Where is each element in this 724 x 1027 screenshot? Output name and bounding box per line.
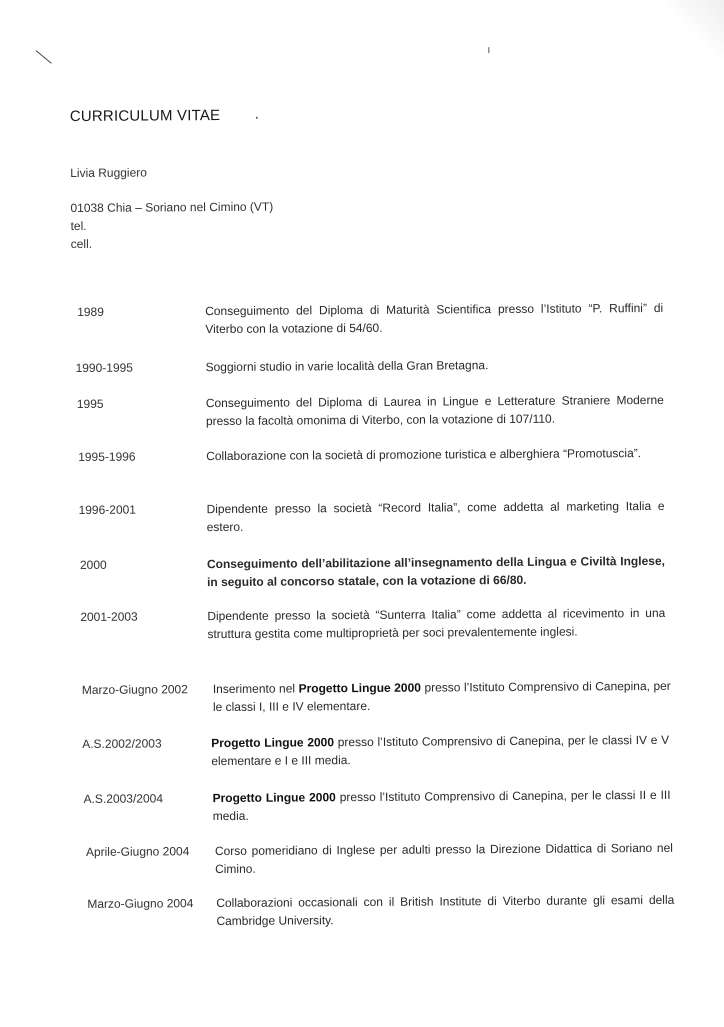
desc-bold-text: Progetto Lingue 2000 <box>298 680 421 696</box>
cv-entry <box>6 838 724 877</box>
cell-label: cell. <box>70 236 93 252</box>
desc-bold-text: Progetto Lingue 2000 <box>211 735 335 751</box>
entry-description: Conseguimento dell’abilitazione all’insegnamento della Lingua e Civiltà Inglese, in seguito al concorso statale, con la votazione di 66/80. <box>206 553 665 590</box>
entry-description: Soggiorni studio in varie località della Gran Bretagna. <box>205 358 489 375</box>
entry-description <box>213 677 671 716</box>
entry-description: Collaborazioni occasionali con il British Institute di Viterbo durante gli esami della Cambridge University. <box>216 892 675 929</box>
entry-date: Aprile-Giugno 2004 <box>85 844 190 859</box>
entry-date: Marzo-Giugno 2004 <box>87 896 194 911</box>
cv-entry <box>2 298 724 337</box>
entry-date: 2001-2003 <box>80 609 138 624</box>
person-name: Livia Ruggiero <box>70 165 147 181</box>
address: 01038 Chia – Soriano nel Cimino (VT) <box>70 199 274 216</box>
cv-entry <box>3 390 724 429</box>
entry-date: 1995-1996 <box>78 449 136 464</box>
pen-mark <box>36 50 52 64</box>
document-title: CURRICULUM VITAE <box>69 106 221 126</box>
entry-date: A.S.2002/2003 <box>82 736 162 751</box>
entry-description: Corso pomeridiano di Inglese per adulti presso la Direzione Didattica di Soriano nel Cimino. <box>214 840 673 877</box>
entry-date: Marzo-Giugno 2002 <box>81 682 188 697</box>
entry-description <box>213 786 671 825</box>
cv-entry <box>5 730 724 769</box>
entry-description: Dipendente presso la società “Sunterra Italia” come addetta al ricevimento in una struttura gestita come multiproprietà per soci prevalentemente inglesi. <box>207 605 666 642</box>
pen-mark <box>256 117 258 119</box>
entry-date: 2000 <box>79 557 107 572</box>
desc-text: presso l’Istituto Comprensivo di Canepina, per le classi IV e V elementare e I e III media. <box>211 732 670 769</box>
cv-entry <box>6 785 724 824</box>
desc-bold-text: Progetto Lingue 2000 <box>212 790 336 806</box>
entry-date: 1989 <box>77 304 104 319</box>
tel-label: tel. <box>70 218 87 234</box>
cv-entry <box>3 496 724 535</box>
entry-description: Conseguimento del Diploma di Laurea in Lingue e Letterature Straniere Moderne presso la facoltà omonima di Viterbo, con la votazione di 107/110. <box>205 392 664 429</box>
desc-text: presso l’Istituto Comprensivo di Canepina, per le classi II e III media. <box>212 787 671 824</box>
cv-entry <box>4 551 724 590</box>
cv-entry <box>3 354 724 376</box>
cv-entry <box>5 676 724 715</box>
desc-text: presso l’Istituto Comprensivo di Canepina, per le classi I, III e IV elementare. <box>212 678 671 715</box>
entry-description: Conseguimento del Diploma di Maturità Scientifica presso l’Istituto “P. Ruffini” di Viterbo con la votazione di 54/60. <box>205 300 664 337</box>
desc-text: Inserimento nel <box>212 681 299 697</box>
entry-description: Dipendente presso la società “Record Italia”, come addetta al marketing Italia e estero. <box>206 498 665 535</box>
page-corner-fold <box>664 0 724 58</box>
entry-description: Collaborazione con la società di promozione turistica e alberghiera “Promotuscia”. <box>206 446 642 464</box>
pen-mark <box>488 47 489 53</box>
entry-date: 1996-2001 <box>78 502 136 517</box>
entry-date: 1995 <box>76 396 104 412</box>
entry-description <box>211 731 669 770</box>
cv-entry <box>3 443 724 464</box>
cv-entry <box>6 890 724 929</box>
entry-date: 1990-1995 <box>75 360 134 376</box>
entry-date: A.S.2003/2004 <box>83 791 164 806</box>
cv-entry <box>4 603 724 642</box>
